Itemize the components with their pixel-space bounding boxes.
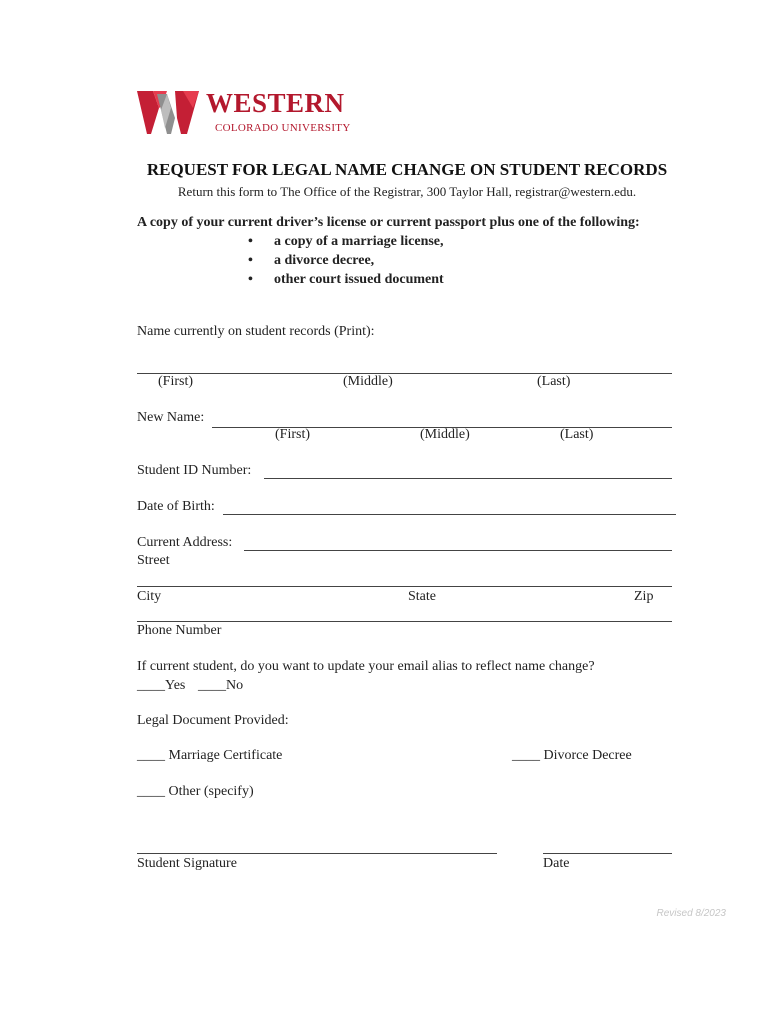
current-name-label: Name currently on student records (Print): — [137, 324, 375, 339]
requirements-intro: A copy of your current driver’s license or current passport plus one of the following: — [137, 215, 640, 230]
divorce-decree-option[interactable]: ____ Divorce Decree — [512, 748, 632, 763]
list-item: • other court issued document — [248, 272, 444, 287]
revision-note: Revised 8/2023 — [656, 908, 726, 919]
dob-field[interactable] — [223, 514, 676, 515]
dob-label: Date of Birth: — [137, 499, 215, 514]
bullet-icon: • — [248, 234, 253, 249]
list-item: • a copy of a marriage license, — [248, 234, 444, 249]
student-id-label: Student ID Number: — [137, 463, 252, 478]
address-label: Current Address: — [137, 535, 233, 550]
marriage-certificate-option[interactable]: ____ Marriage Certificate — [137, 748, 283, 763]
email-alias-no-option[interactable]: ____No — [198, 678, 244, 693]
new-name-label: New Name: — [137, 410, 205, 425]
bullet-icon: • — [248, 272, 253, 287]
state-caption: State — [408, 589, 436, 604]
other-document-option[interactable]: ____ Other (specify) — [137, 784, 254, 799]
phone-field[interactable] — [137, 621, 672, 622]
street-caption: Street — [137, 553, 170, 568]
legal-document-label: Legal Document Provided: — [137, 713, 289, 728]
current-name-middle-caption: (Middle) — [343, 374, 393, 389]
zip-caption: Zip — [634, 589, 654, 604]
email-alias-yes-option[interactable]: ____Yes — [137, 678, 186, 693]
logo-subtitle: COLORADO UNIVERSITY — [215, 122, 351, 134]
requirements-list — [248, 234, 444, 291]
form-title: REQUEST FOR LEGAL NAME CHANGE ON STUDENT RECORDS — [146, 160, 668, 179]
current-name-field[interactable] — [137, 373, 672, 374]
logo-wordmark: WESTERN — [206, 88, 345, 118]
date-caption: Date — [543, 856, 570, 871]
phone-caption: Phone Number — [137, 623, 222, 638]
new-name-first-caption: (First) — [275, 427, 310, 442]
current-name-last-caption: (Last) — [537, 374, 571, 389]
city-caption: City — [137, 589, 162, 604]
new-name-last-caption: (Last) — [560, 427, 594, 442]
signature-field[interactable] — [137, 853, 497, 854]
bullet-icon: • — [248, 253, 253, 268]
university-logo — [137, 88, 367, 138]
street-field[interactable] — [244, 550, 672, 551]
email-alias-question: If current student, do you want to update your email alias to reflect name change? — [137, 659, 595, 674]
return-instructions: Return this form to The Office of the Registrar, 300 Taylor Hall, registrar@western.edu. — [177, 184, 637, 199]
western-w-logo-icon — [137, 88, 201, 136]
student-id-field[interactable] — [264, 478, 672, 479]
date-field[interactable] — [543, 853, 672, 854]
new-name-middle-caption: (Middle) — [420, 427, 470, 442]
signature-caption: Student Signature — [137, 856, 237, 871]
current-name-first-caption: (First) — [158, 374, 193, 389]
list-item: • a divorce decree, — [248, 253, 375, 268]
city-state-zip-field[interactable] — [137, 586, 672, 587]
